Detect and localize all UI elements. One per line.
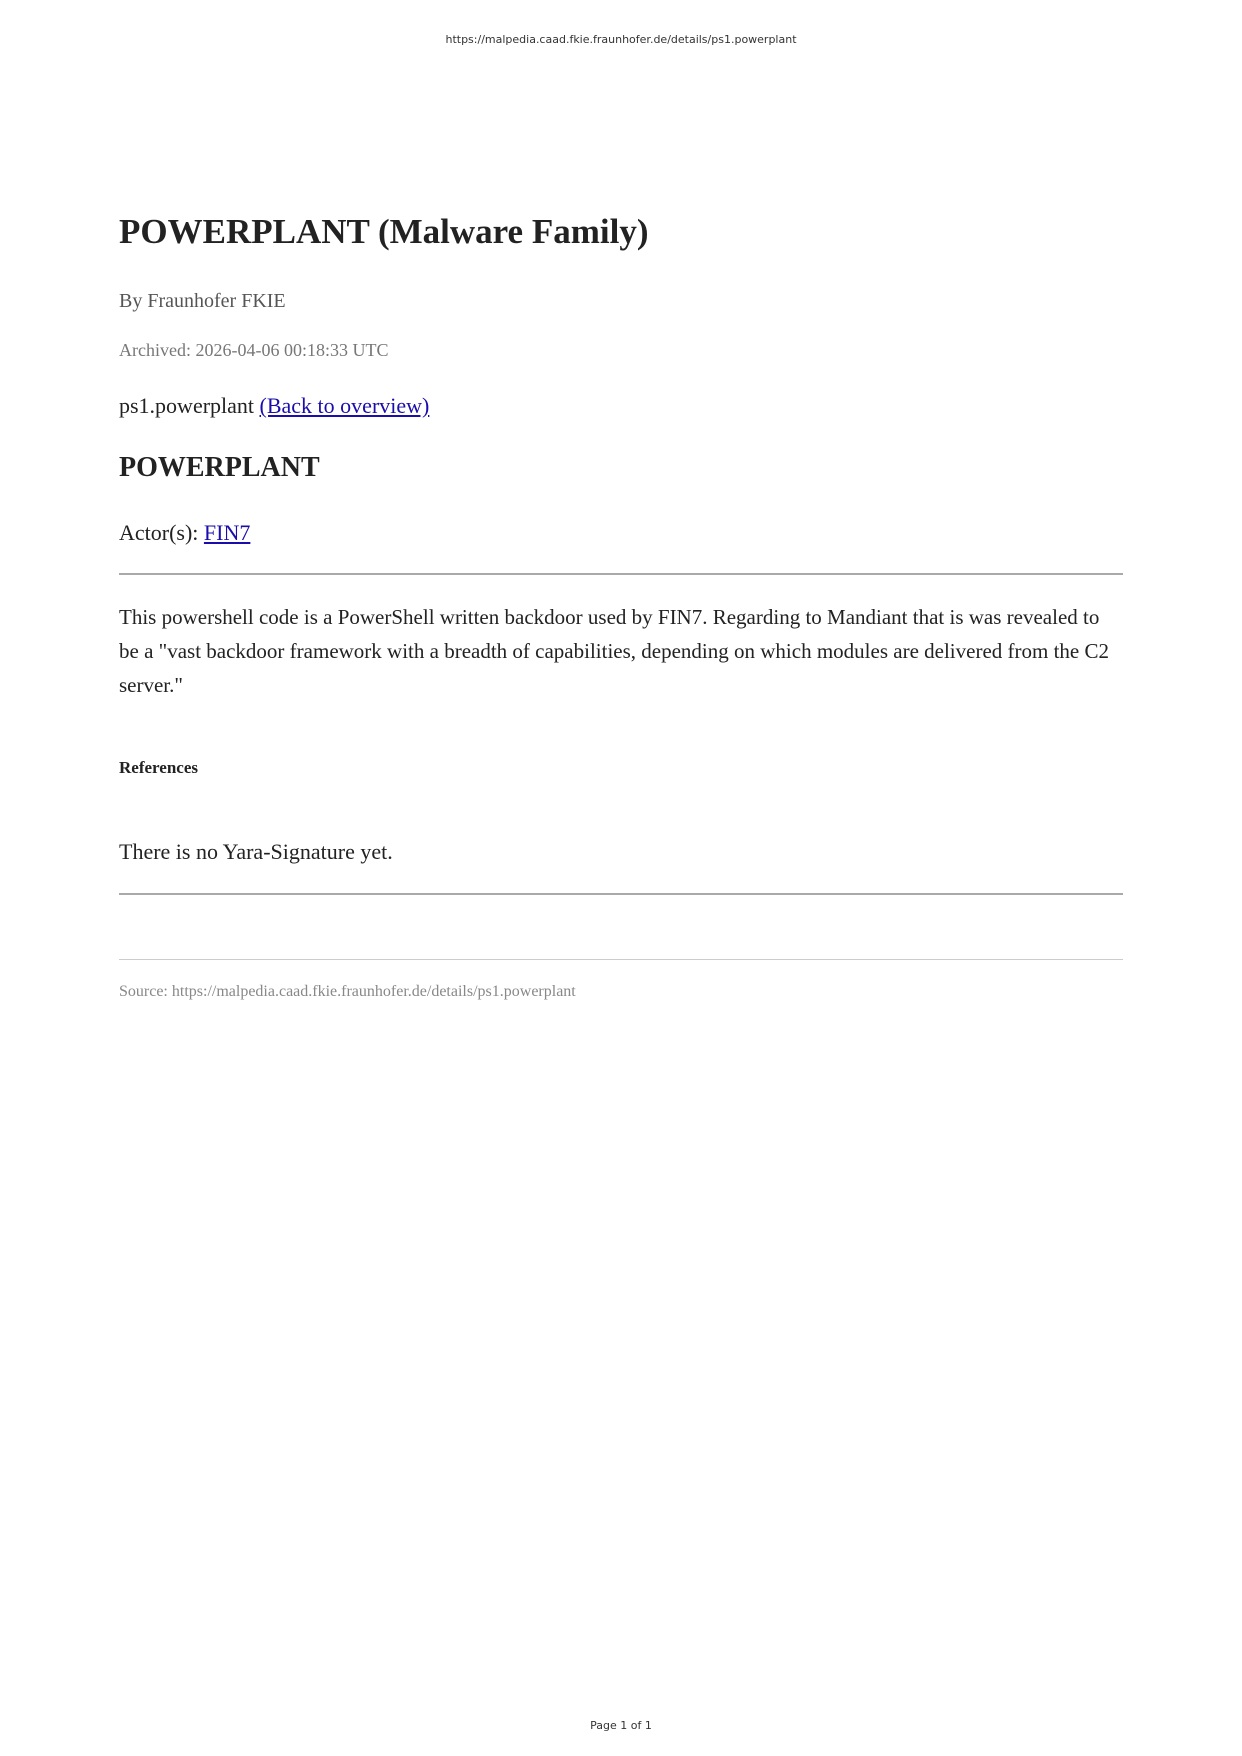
divider: [119, 893, 1123, 895]
back-to-overview-link[interactable]: (Back to overview): [259, 393, 430, 418]
family-identifier-line: [119, 393, 429, 419]
actors-label: Actor(s):: [119, 520, 199, 545]
source-divider: [119, 959, 1123, 960]
archived-timestamp: Archived: 2026-04-06 00:18:33 UTC: [119, 340, 389, 360]
actors-line: [119, 520, 250, 546]
divider: [119, 573, 1123, 575]
page-number: Page 1 of 1: [590, 1719, 652, 1732]
family-identifier: ps1.powerplant: [119, 393, 255, 418]
byline: By Fraunhofer FKIE: [119, 290, 286, 312]
family-description: This powershell code is a PowerShell written backdoor used by FIN7. Regarding to Mandiant that is was revealed to be a "vast backdoor framework with a breadth of capabilities, depending on which modules are delivered from the C2 server.": [119, 605, 1109, 697]
print-header-url: https://malpedia.caad.fkie.fraunhofer.de/details/ps1.powerplant: [445, 33, 797, 46]
yara-status: There is no Yara-Signature yet.: [119, 839, 393, 864]
source-url: Source: https://malpedia.caad.fkie.fraunhofer.de/details/ps1.powerplant: [119, 983, 576, 1000]
actor-link-fin7[interactable]: FIN7: [203, 520, 251, 545]
family-name-heading: POWERPLANT: [119, 452, 320, 483]
page-title: POWERPLANT (Malware Family): [119, 212, 649, 251]
references-heading: References: [119, 758, 198, 777]
